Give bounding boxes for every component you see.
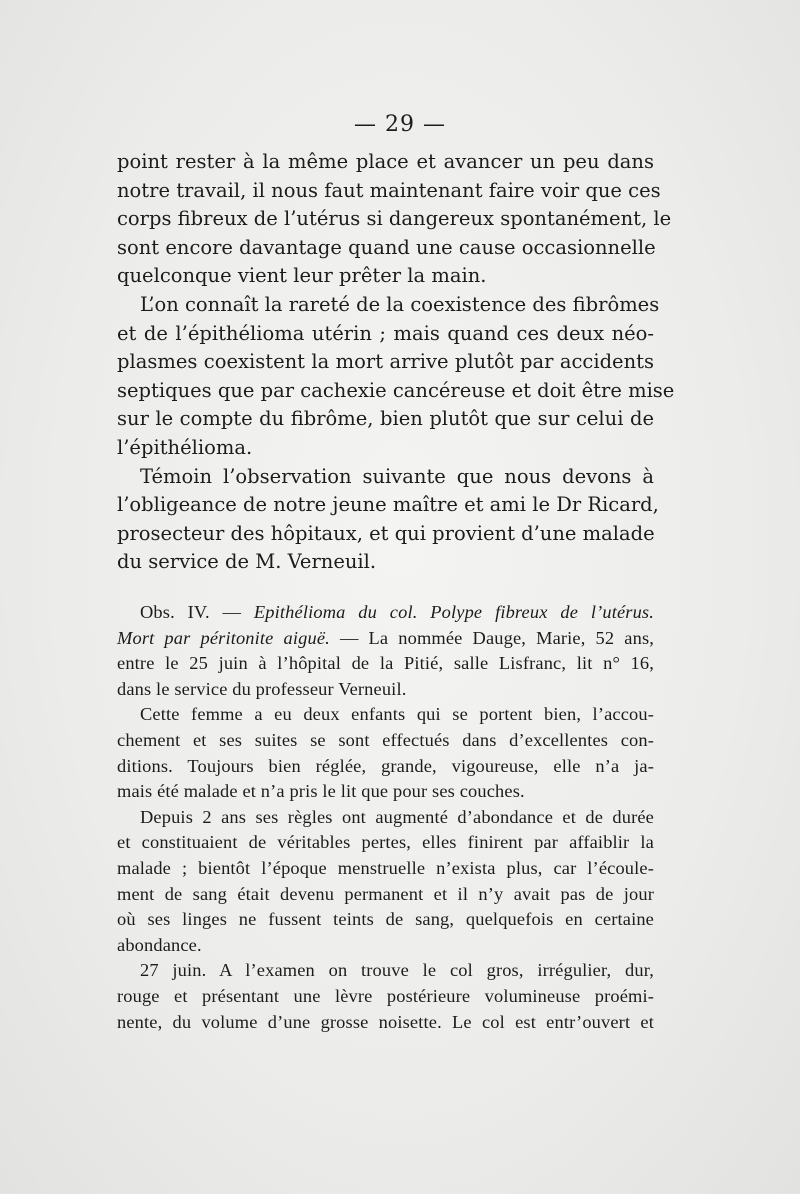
obs-paragraph-symptoms [117,805,654,959]
obs-paragraph-examination [117,958,654,1035]
observation-subtitle: Mort par péritonite aiguë. [117,627,330,648]
text-line: prosecteur des hôpitaux, et qui provient d’une malade [117,521,655,545]
observation-title: Epithélioma du col. Polype fibreux de l’utérus. [253,602,654,622]
page-number: — 29 — [354,112,446,137]
text-line: rouge et présentant une lèvre postérieure volumineuse proémi- [117,985,654,1006]
text-line: Depuis 2 ans ses règles ont augmenté d’abondance et de durée [140,806,654,827]
text-line: 27 juin. A l’examen on trouve le col gros, irrégulier, dur, [140,960,654,981]
observation-label: Obs. IV. [140,602,210,622]
observation-dash: — [209,602,254,622]
paragraph-coexistence [117,291,675,463]
paragraph-intro [117,148,672,291]
text-line: ditions. Toujours bien réglée, grande, vigoureuse, elle n’a ja- [117,755,654,776]
obs-paragraph-history [117,702,654,804]
text-line: du service de M. Verneuil. [117,550,377,574]
text-line: l’épithélioma. [117,435,253,459]
text-line: plasmes coexistent la mort arrive plutôt par accidents [117,350,654,374]
observation-subtitle-line [117,626,654,652]
paragraph-temoin [117,463,659,577]
text-line: mais été malade et n’a pris le lit que pour ses couches. [117,781,525,802]
text-line: malade ; bientôt l’époque menstruelle n’exista plus, car l’écoule- [117,857,654,878]
observation-title-line [117,600,654,626]
text-line: Cette femme a eu deux enfants qui se portent bien, l’accou- [140,704,654,725]
text-line: L’on connaît la rareté de la coexistence des fibrômes [140,292,660,316]
text-line: ment de sang était devenu permanent et il n’y avait pas de jour [117,883,654,904]
body-text-large [117,148,675,577]
text-line: où ses linges ne fussent teints de sang, quelquefois en certaine [117,909,654,930]
text-line: notre travail, il nous faut maintenant faire voir que ces [117,178,661,202]
text-line: Témoin l’observation suivante que nous devons à [140,464,654,488]
text-line: et constituaient de véritables pertes, elles finirent par affaiblir la [117,832,654,853]
text-line: point rester à la même place et avancer un peu dans [117,150,654,173]
observation-patient: — La nommée Dauge, Marie, 52 ans, [329,627,654,648]
text-line: sur le compte du fibrôme, bien plutôt que sur celui de [117,407,654,431]
text-line: dans le service du professeur Verneuil. [117,678,407,699]
text-line: quelconque vient leur prêter la main. [117,264,487,288]
text-line: corps fibreux de l’utérus si dangereux spontanément, le [117,207,672,231]
text-line: chement et ses suites se sont effectués dans d’excellentes con- [117,729,654,750]
text-line: l’obligeance de notre jeune maître et ami le Dr Ricard, [117,493,659,517]
text-line: septiques que par cachexie cancéreuse et doit être mise [117,378,675,402]
observation-heading [117,600,654,702]
text-line: entre le 25 juin à l’hôpital de la Pitié, salle Lisfranc, lit n° 16, [117,653,654,674]
text-line: nente, du volume d’une grosse noisette. Le col est entr’ouvert et [117,1011,654,1032]
text-line: abondance. [117,934,202,955]
text-line: et de l’épithélioma utérin ; mais quand ces deux néo- [117,321,654,345]
text-line: sont encore davantage quand une cause occasionnelle [117,235,656,259]
observation-text [117,600,654,1035]
